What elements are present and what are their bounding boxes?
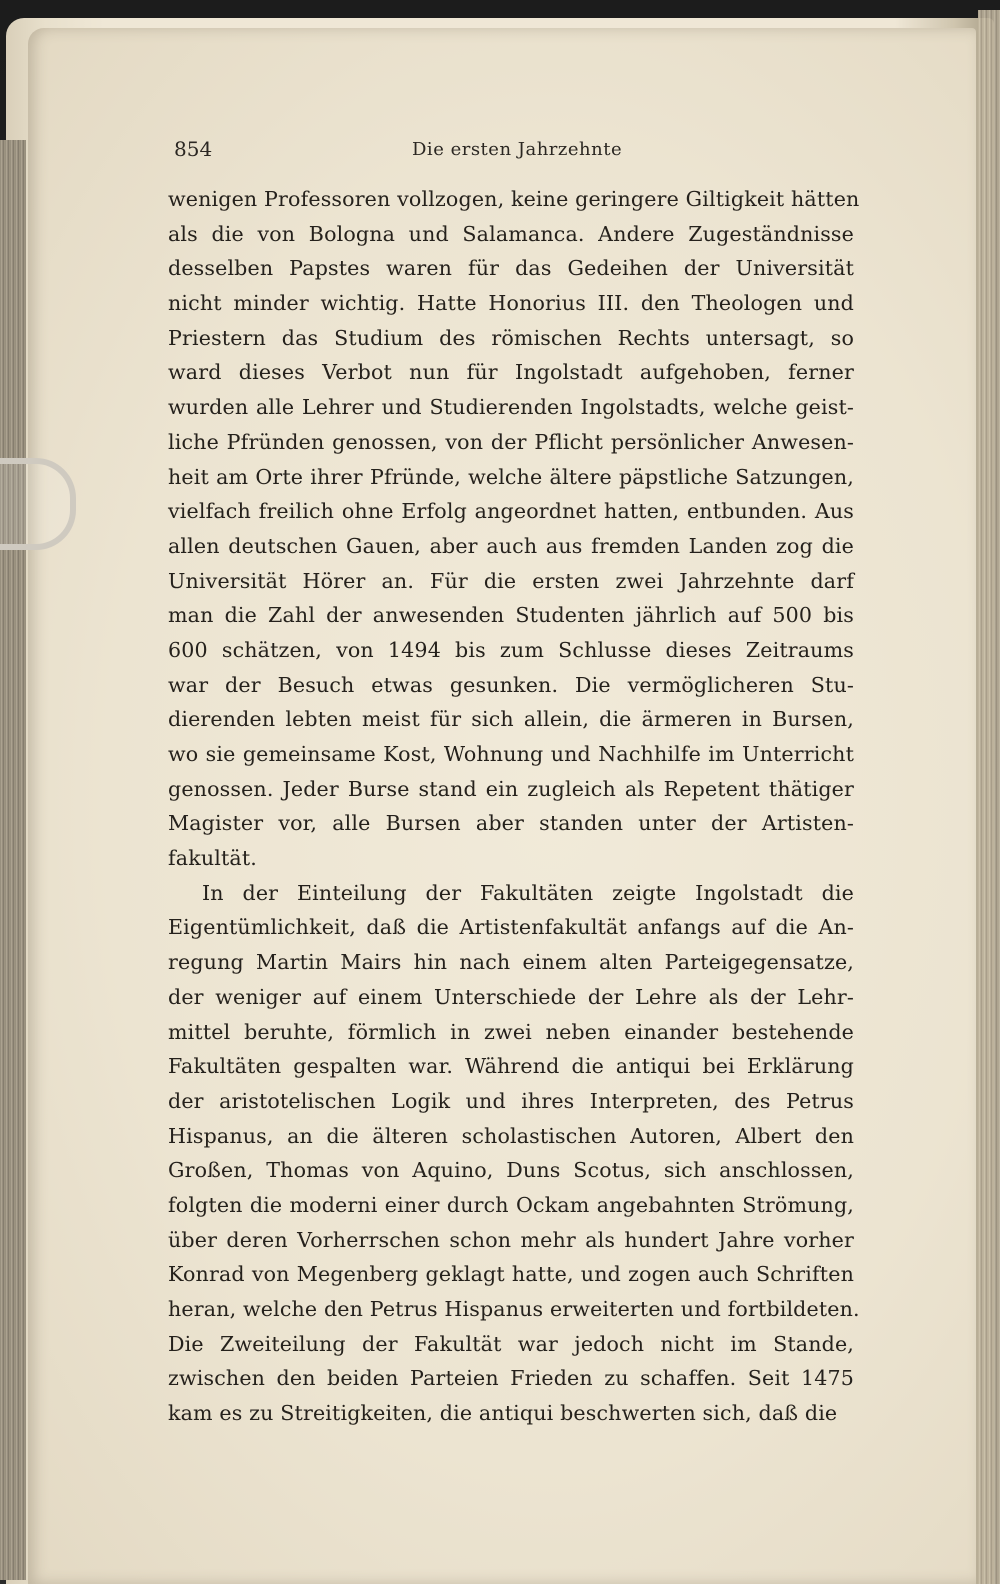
text-line: In der Einteilung der Fakultäten zeigte Ingolstadt die xyxy=(202,880,854,905)
text-line: der weniger auf einem Unterschiede der Lehre als der Lehr- xyxy=(168,984,854,1009)
paragraph xyxy=(168,182,860,876)
text-line: Großen, Thomas von Aquino, Duns Scotus, sich anschlossen, xyxy=(168,1158,854,1183)
text-line: fakultät. xyxy=(168,846,257,871)
text-line: 600 schätzen, von 1494 bis zum Schlusse dieses Zeitraums xyxy=(168,637,854,662)
text-line: Magister vor, alle Bursen aber standen unter der Artisten- xyxy=(168,811,854,836)
text-line: Konrad von Megenberg geklagt hatte, und zogen auch Schriften xyxy=(168,1262,854,1287)
text-line: allen deutschen Gauen, aber auch aus fremden Landen zog die xyxy=(168,533,854,558)
page-edges xyxy=(978,10,1000,1584)
text-line: wo sie gemeinsame Kost, Wohnung und Nachhilfe im Unterricht xyxy=(168,742,854,766)
text-line: folgten die moderni einer durch Ockam angebahnten Strömung, xyxy=(168,1192,854,1217)
text-line: Universität Hörer an. Für die ersten zwei Jahrzehnte darf xyxy=(168,568,854,593)
text-line: dierenden lebten meist für sich allein, die ärmeren in Bursen, xyxy=(168,707,854,732)
page-number: 854 xyxy=(174,137,213,161)
text-line: Priestern das Studium des römischen Rechts untersagt, so xyxy=(168,325,854,350)
body-text xyxy=(168,182,860,1431)
text-line: desselben Papstes waren für das Gedeihen der Universität xyxy=(168,256,854,281)
running-head: Die ersten Jahrzehnte xyxy=(412,139,623,160)
text-line: regung Martin Mairs hin nach einem alten Parteigegensatze, xyxy=(168,950,854,975)
text-line: wenigen Professoren vollzogen, keine geringere Giltigkeit hätten xyxy=(168,187,860,211)
text-line: genossen. Jeder Burse stand ein zugleich als Repetent thätiger xyxy=(168,776,854,801)
text-line: über deren Vorherrschen schon mehr als hundert Jahre vorher xyxy=(168,1227,854,1252)
text-line: liche Pfründen genossen, von der Pflicht persönlicher Anwesen- xyxy=(168,429,854,454)
text-line: Eigentümlichkeit, daß die Artistenfakultät anfangs auf die An- xyxy=(168,915,854,940)
text-line: Fakultäten gespalten war. Während die antiqui bei Erklärung xyxy=(168,1054,854,1079)
page-clip xyxy=(0,458,76,550)
text-line: heit am Orte ihrer Pfründe, welche ältere päpstliche Satzungen, xyxy=(168,464,854,489)
paragraph xyxy=(168,876,860,1431)
text-line: wurden alle Lehrer und Studierenden Ingolstadts, welche geist- xyxy=(168,395,854,420)
text-line: man die Zahl der anwesenden Studenten jährlich auf 500 bis xyxy=(168,603,854,628)
text-line: Hispanus, an die älteren scholastischen Autoren, Albert den xyxy=(168,1123,854,1148)
text-line: kam es zu Streitigkeiten, die antiqui beschwerten sich, daß die xyxy=(168,1401,838,1426)
text-line: vielfach freilich ohne Erfolg angeordnet hatten, entbunden. Aus xyxy=(168,499,854,524)
text-line: war der Besuch etwas gesunken. Die vermöglicheren Stu- xyxy=(168,672,854,697)
text-line: Die Zweiteilung der Fakultät war jedoch nicht im Stande, xyxy=(168,1331,854,1356)
text-line: heran, welche den Petrus Hispanus erweiterten und fortbildeten. xyxy=(168,1297,860,1321)
text-line: der aristotelischen Logik und ihres Interpreten, des Petrus xyxy=(168,1088,854,1113)
page-header xyxy=(170,133,850,169)
text-line: ward dieses Verbot nun für Ingolstadt aufgehoben, ferner xyxy=(168,360,854,385)
text-line: mittel beruhte, förmlich in zwei neben einander bestehende xyxy=(168,1019,854,1044)
text-line: zwischen den beiden Parteien Frieden zu schaffen. Seit 1475 xyxy=(168,1366,854,1391)
text-line: als die von Bologna und Salamanca. Andere Zugeständnisse xyxy=(168,221,854,246)
text-line: nicht minder wichtig. Hatte Honorius III. den Theologen und xyxy=(168,291,854,316)
spine-edge xyxy=(0,140,26,1580)
